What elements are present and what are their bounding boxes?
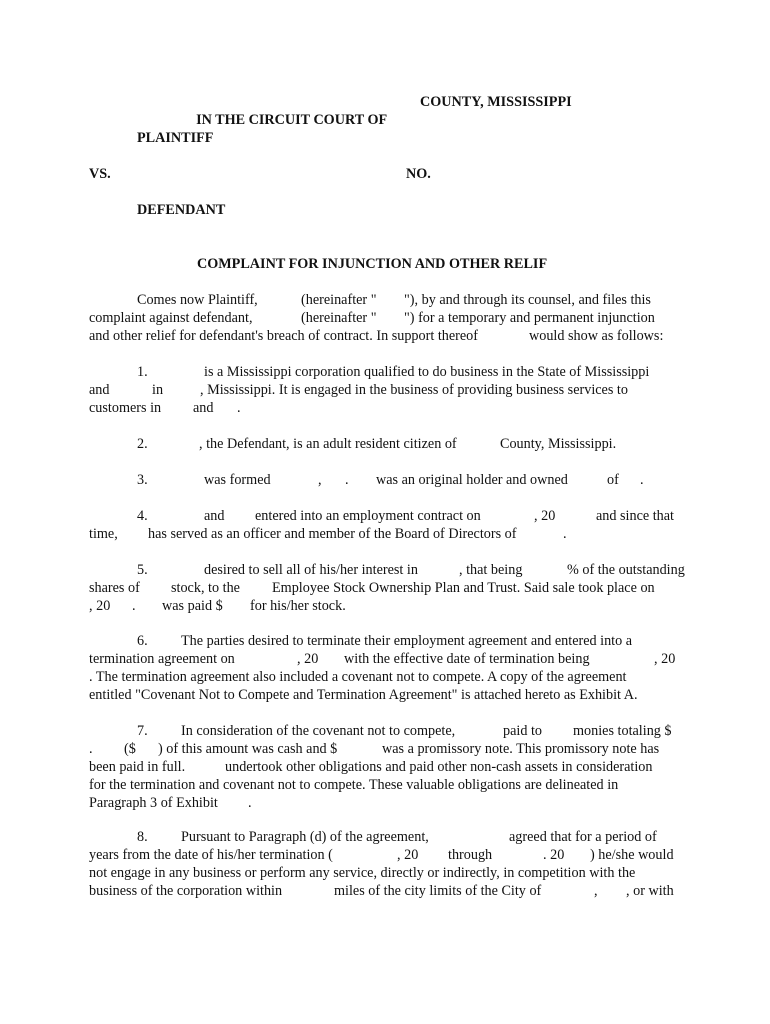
paragraph-text: through [448,847,493,863]
paragraph-text: years from the date of his/her termination ( [89,847,333,863]
paragraph-text: . The termination agreement also included a covenant not to compete. A copy of the agreement [89,669,627,685]
paragraph-text: entered into an employment contract on [255,508,481,524]
paragraph-text: shares of [89,580,140,596]
paragraph-text: . [640,472,644,488]
paragraph-text: . [237,400,241,416]
paragraph-text: , 20 [534,508,556,524]
plaintiff-label: PLAINTIFF [137,130,214,146]
intro-text: "), by and through its counsel, and files this [404,292,651,308]
paragraph-text: entitled "Covenant Not to Compete and Termination Agreement" is attached hereto as Exhibit A. [89,687,638,703]
paragraph-number: 6. [137,633,148,649]
paragraph-text: In consideration of the covenant not to compete, [181,723,456,739]
defendant-label: DEFENDANT [137,202,226,218]
paragraph-number: 5. [137,562,148,578]
paragraph-number: 3. [137,472,148,488]
paragraph-text: ) he/she would [590,847,674,863]
paragraph-text: and [204,508,225,524]
paragraph-text: been paid in full. [89,759,186,775]
paragraph-text: . 20 [543,847,565,863]
paragraph-text: desired to sell all of his/her interest in [204,562,418,578]
vs-label: VS. [89,166,111,182]
paragraph-text: monies totaling $ [573,723,672,739]
paragraph-text: was formed [204,472,271,488]
paragraph-text: . [345,472,349,488]
intro-text: Comes now Plaintiff, [137,292,258,308]
paragraph-text: , that being [459,562,523,578]
paragraph-text: ($ [124,741,136,757]
intro-text: complaint against defendant, [89,310,253,326]
paragraph-text: with the effective date of termination being [344,651,590,667]
paragraph-text: in [152,382,164,398]
paragraph-text: The parties desired to terminate their employment agreement and entered into a [181,633,633,649]
paragraph-text: has served as an officer and member of the Board of Directors of [148,526,517,542]
intro-text: would show as follows: [529,328,664,344]
paragraph-text: County, Mississippi. [500,436,617,452]
paragraph-text: agreed that for a period of [509,829,657,845]
paragraph-text: for his/her stock. [250,598,346,614]
paragraph-text: was paid $ [162,598,223,614]
paragraph-text: , or with [626,883,674,899]
paragraph-number: 8. [137,829,148,845]
paragraph-text: termination agreement on [89,651,235,667]
paragraph-text: not engage in any business or perform any service, directly or indirectly, in competition with the [89,865,636,881]
paragraph-text: , 20 [397,847,419,863]
paragraph-text: , 20 [297,651,319,667]
paragraph-text: % of the outstanding [567,562,685,578]
paragraph-text: . [89,741,93,757]
paragraph-text: is a Mississippi corporation qualified to do business in the State of Mississippi [204,364,650,380]
intro-text: ") for a temporary and permanent injunction [404,310,655,326]
paragraph-number: 7. [137,723,148,739]
paragraph-text: and [193,400,214,416]
paragraph-text: miles of the city limits of the City of [334,883,542,899]
court-prefix: IN THE CIRCUIT COURT OF [196,112,388,128]
intro-text: and other relief for defendant's breach of contract. In support thereof [89,328,478,344]
paragraph-text: . [132,598,136,614]
paragraph-number: 2. [137,436,148,452]
paragraph-text: was an original holder and owned [376,472,568,488]
paragraph-text: was a promissory note. This promissory note has [382,741,660,757]
case-number-label: NO. [406,166,431,182]
paragraph-text: of [607,472,619,488]
paragraph-number: 4. [137,508,148,524]
paragraph-text: and since that [596,508,675,524]
paragraph-text: Paragraph 3 of Exhibit [89,795,218,811]
paragraph-text: customers in [89,400,162,416]
intro-text: (hereinafter " [301,310,377,326]
court-caption [189,93,387,129]
paragraph-text: Pursuant to Paragraph (d) of the agreement, [181,829,429,845]
paragraph-text: time, [89,526,118,542]
intro-text: (hereinafter " [301,292,377,308]
paragraph-text: , the Defendant, is an adult resident citizen of [199,436,457,452]
paragraph-text: undertook other obligations and paid other non-cash assets in consideration [225,759,653,775]
paragraph-text: for the termination and covenant not to compete. These valuable obligations are delineated in [89,777,619,793]
paragraph-text: stock, to the [171,580,240,596]
paragraph-number: 1. [137,364,148,380]
paragraph-text: Employee Stock Ownership Plan and Trust. Said sale took place on [272,580,655,596]
paragraph-text: . [563,526,567,542]
paragraph-text: , 20 [654,651,676,667]
paragraph-text: and [89,382,110,398]
paragraph-text: business of the corporation within [89,883,283,899]
paragraph-text: , [594,883,598,899]
paragraph-text: , Mississippi. It is engaged in the business of providing business services to [200,382,628,398]
paragraph-text: , 20 [89,598,111,614]
paragraph-text: paid to [503,723,543,739]
paragraph-text: . [248,795,252,811]
document-title: COMPLAINT FOR INJUNCTION AND OTHER RELIF [197,256,548,272]
paragraph-text: ) of this amount was cash and $ [158,741,338,757]
county-suffix: COUNTY, MISSISSIPPI [420,94,572,110]
paragraph-text: , [318,472,322,488]
